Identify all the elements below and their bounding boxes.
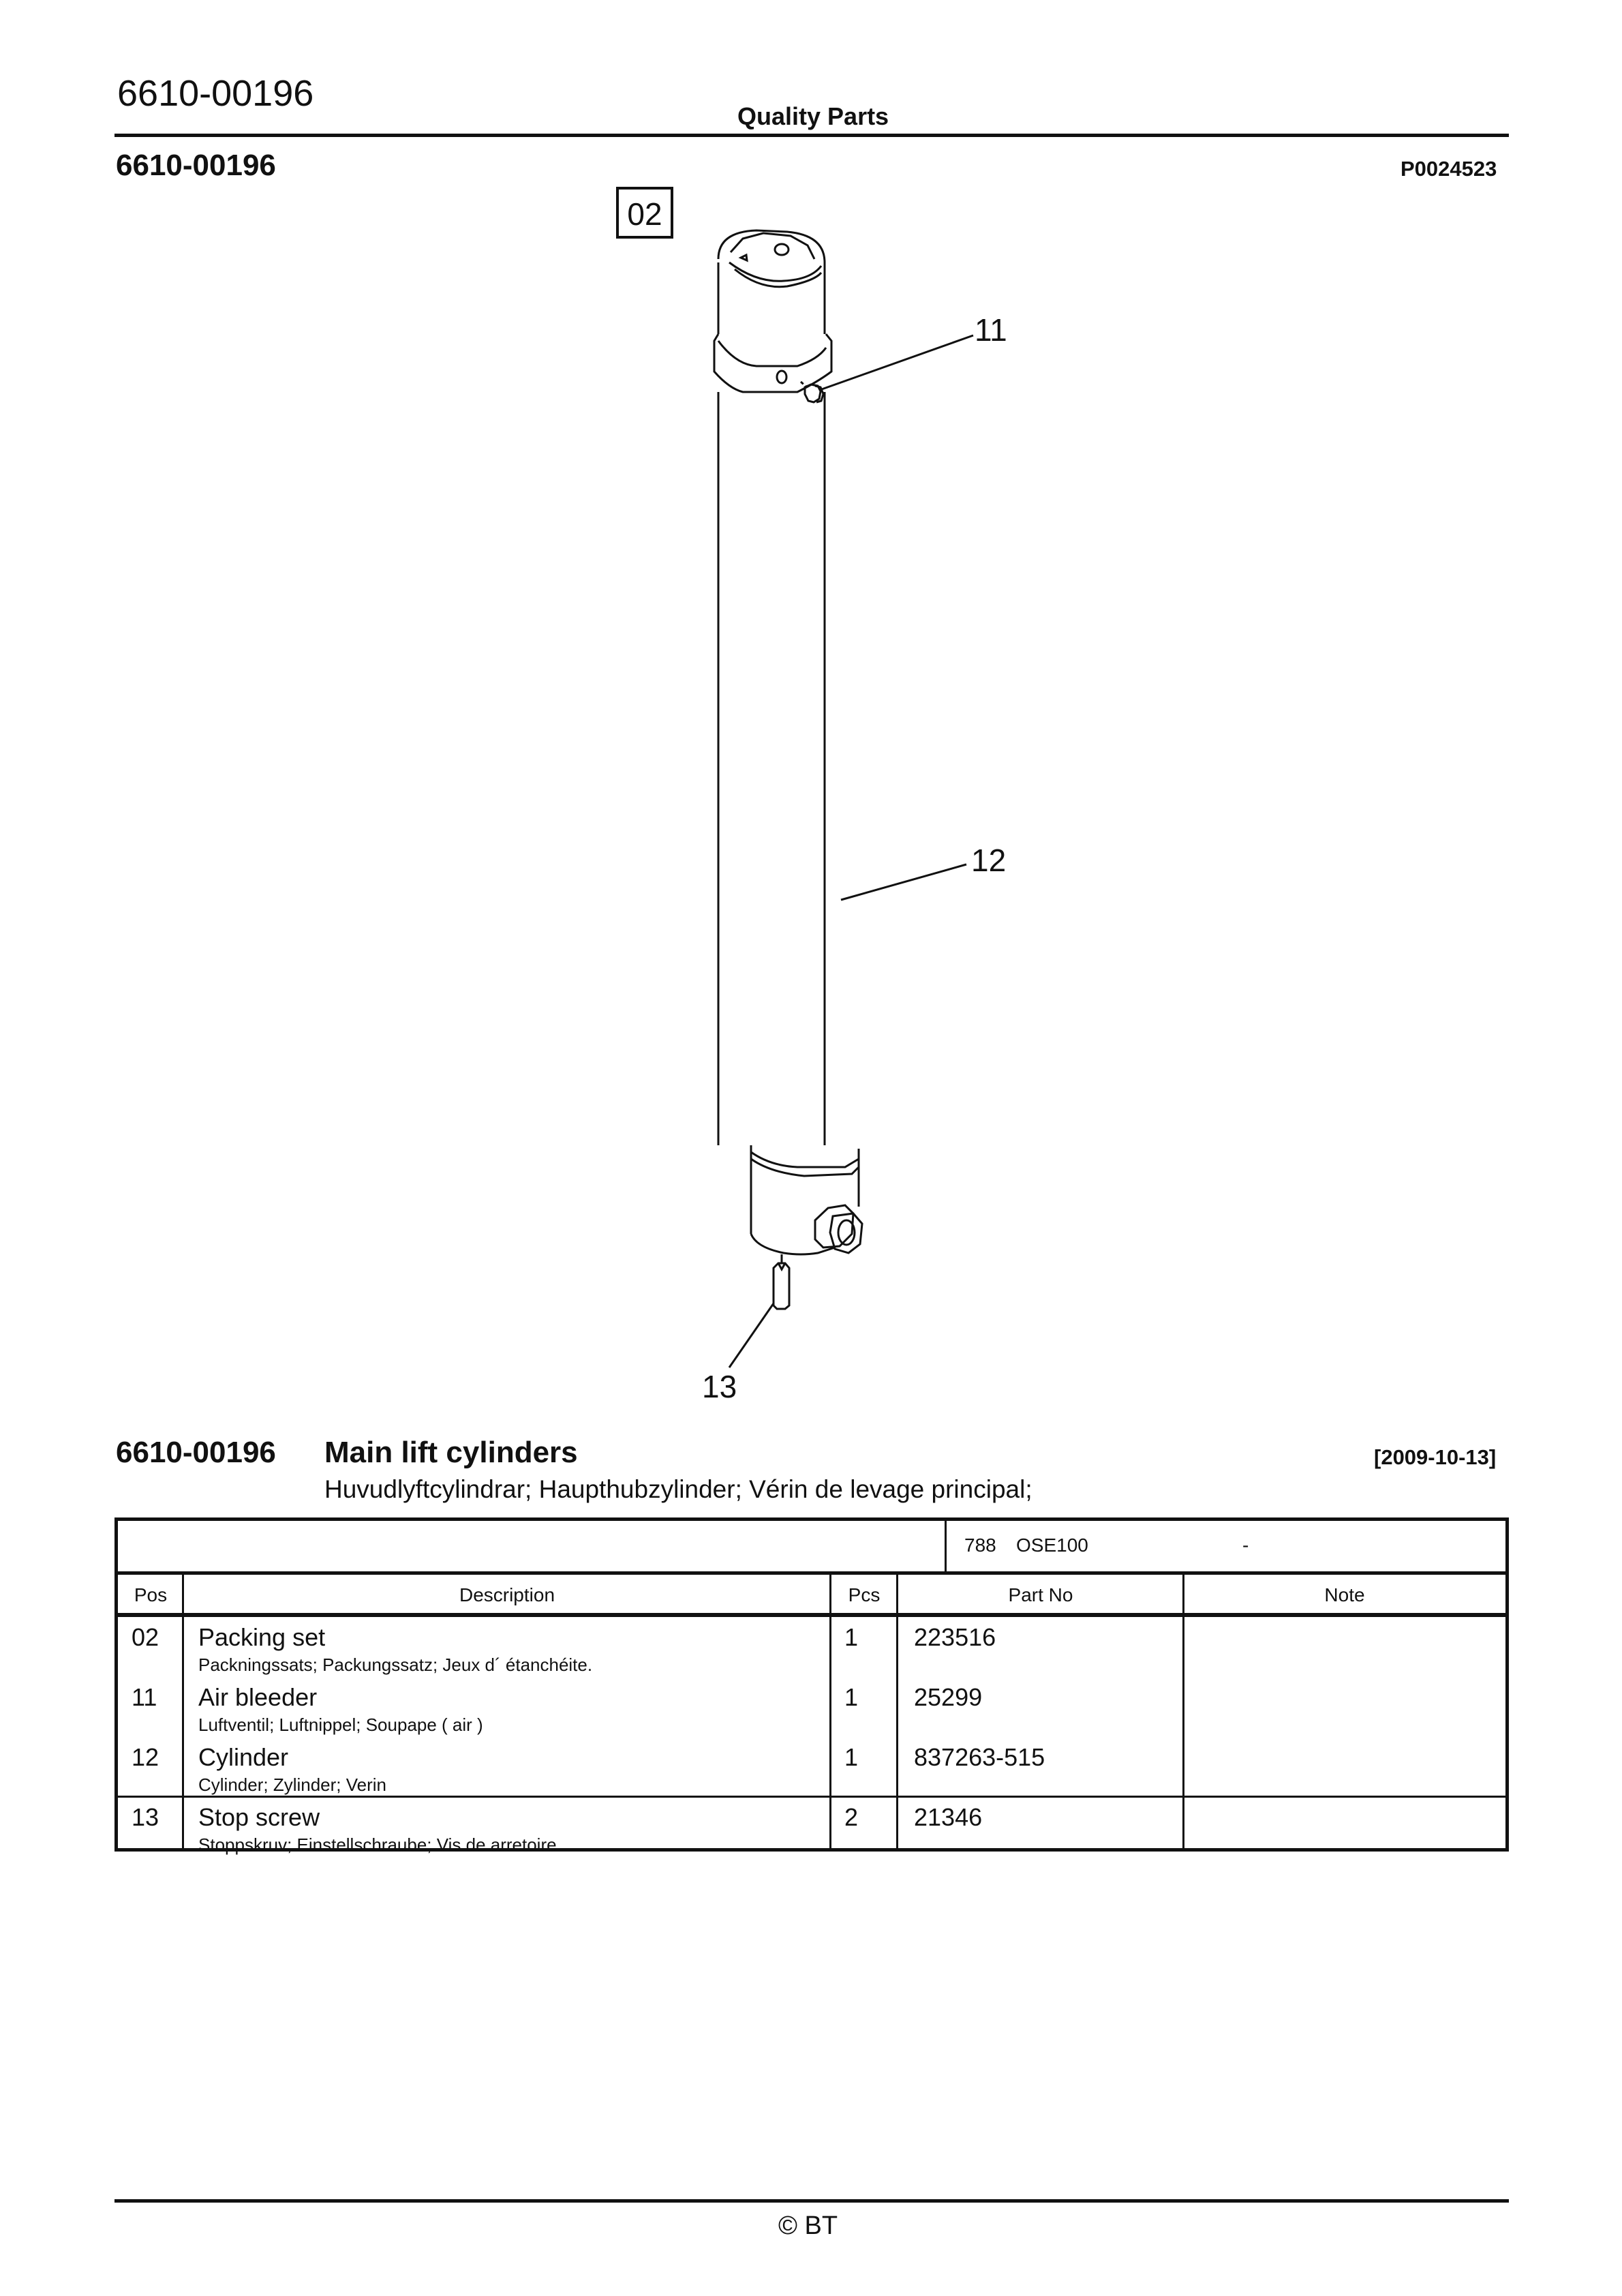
- illustration-number: 6610-00196: [116, 149, 276, 182]
- model-name: OSE100: [1016, 1535, 1088, 1556]
- document-number: 6610-00196: [117, 73, 314, 114]
- model-row-blank: [118, 1521, 947, 1571]
- callout-12: 12: [971, 843, 1007, 878]
- callout-02: [617, 188, 672, 237]
- row-pos: 11: [132, 1683, 157, 1711]
- cylinder-top-cap: [718, 230, 825, 287]
- serial-range: -: [1242, 1535, 1249, 1556]
- table-header: [118, 1575, 1505, 1615]
- column-divider: [896, 1575, 898, 1848]
- row-part-no: 223516: [914, 1623, 996, 1651]
- leader-11: [820, 335, 973, 390]
- row-description: Packing set: [198, 1623, 326, 1651]
- column-divider: [1182, 1575, 1184, 1848]
- row-translations: Cylinder; Zylinder; Verin: [198, 1774, 386, 1795]
- callout-11: 11: [975, 312, 1007, 348]
- row-pcs: 1: [844, 1743, 859, 1771]
- copyright: © BT: [778, 2211, 838, 2240]
- row-description: Cylinder: [198, 1743, 289, 1771]
- upper-collar: [714, 334, 831, 392]
- col-header-pos: Pos: [134, 1584, 168, 1605]
- section-translations: Huvudlyftcylindrar; Haupthubzylinder; Vérin de levage principal;: [324, 1475, 1032, 1503]
- group-divider: [118, 1796, 1505, 1798]
- row-translations: Luftventil; Luftnippel; Soupape ( air ): [198, 1715, 483, 1735]
- col-header-note: Note: [1324, 1584, 1365, 1605]
- section-date: [2009-10-13]: [1374, 1445, 1497, 1469]
- row-translations: Packningssats; Packungssatz; Jeux d´ étanchéite.: [198, 1655, 593, 1675]
- section-title: Main lift cylinders: [324, 1436, 578, 1469]
- column-divider: [829, 1575, 831, 1848]
- column-divider: [182, 1575, 184, 1848]
- leader-13: [729, 1303, 774, 1368]
- hydraulic-port-fitting: [815, 1205, 862, 1253]
- col-header-pcs: Pcs: [848, 1584, 881, 1605]
- row-pcs: 1: [844, 1623, 859, 1651]
- row-translations: Stoppskruv; Einstellschraube; Vis de arretoire: [198, 1834, 557, 1855]
- brand-line: Quality Parts: [737, 102, 889, 130]
- row-pos: 02: [132, 1623, 159, 1651]
- stop-screw-part: [774, 1254, 789, 1309]
- model-row: [118, 1521, 1505, 1575]
- row-pcs: 2: [844, 1803, 859, 1831]
- row-description: Air bleeder: [198, 1683, 318, 1711]
- header-double-rule: [118, 1615, 1505, 1617]
- model-code: 788: [964, 1535, 996, 1556]
- row-pos: 13: [132, 1803, 159, 1831]
- col-header-description: Description: [459, 1584, 555, 1605]
- leader-12: [841, 864, 966, 900]
- row-pcs: 1: [844, 1683, 859, 1711]
- col-header-part-no: Part No: [1008, 1584, 1073, 1605]
- picture-id: P0024523: [1401, 157, 1497, 181]
- row-part-no: 837263-515: [914, 1743, 1045, 1771]
- row-part-no: 25299: [914, 1683, 983, 1711]
- svg-text:02: 02: [627, 196, 662, 232]
- callout-13: 13: [702, 1369, 737, 1404]
- lower-housing: [751, 1145, 859, 1254]
- section-number: 6610-00196: [116, 1436, 276, 1469]
- air-bleeder-part: [801, 382, 823, 402]
- footer-divider: [114, 2199, 1509, 2203]
- row-part-no: 21346: [914, 1803, 983, 1831]
- row-description: Stop screw: [198, 1803, 320, 1831]
- cylinder-tube: [718, 392, 825, 1145]
- parts-table: [114, 1517, 1509, 1855]
- row-pos: 12: [132, 1743, 159, 1771]
